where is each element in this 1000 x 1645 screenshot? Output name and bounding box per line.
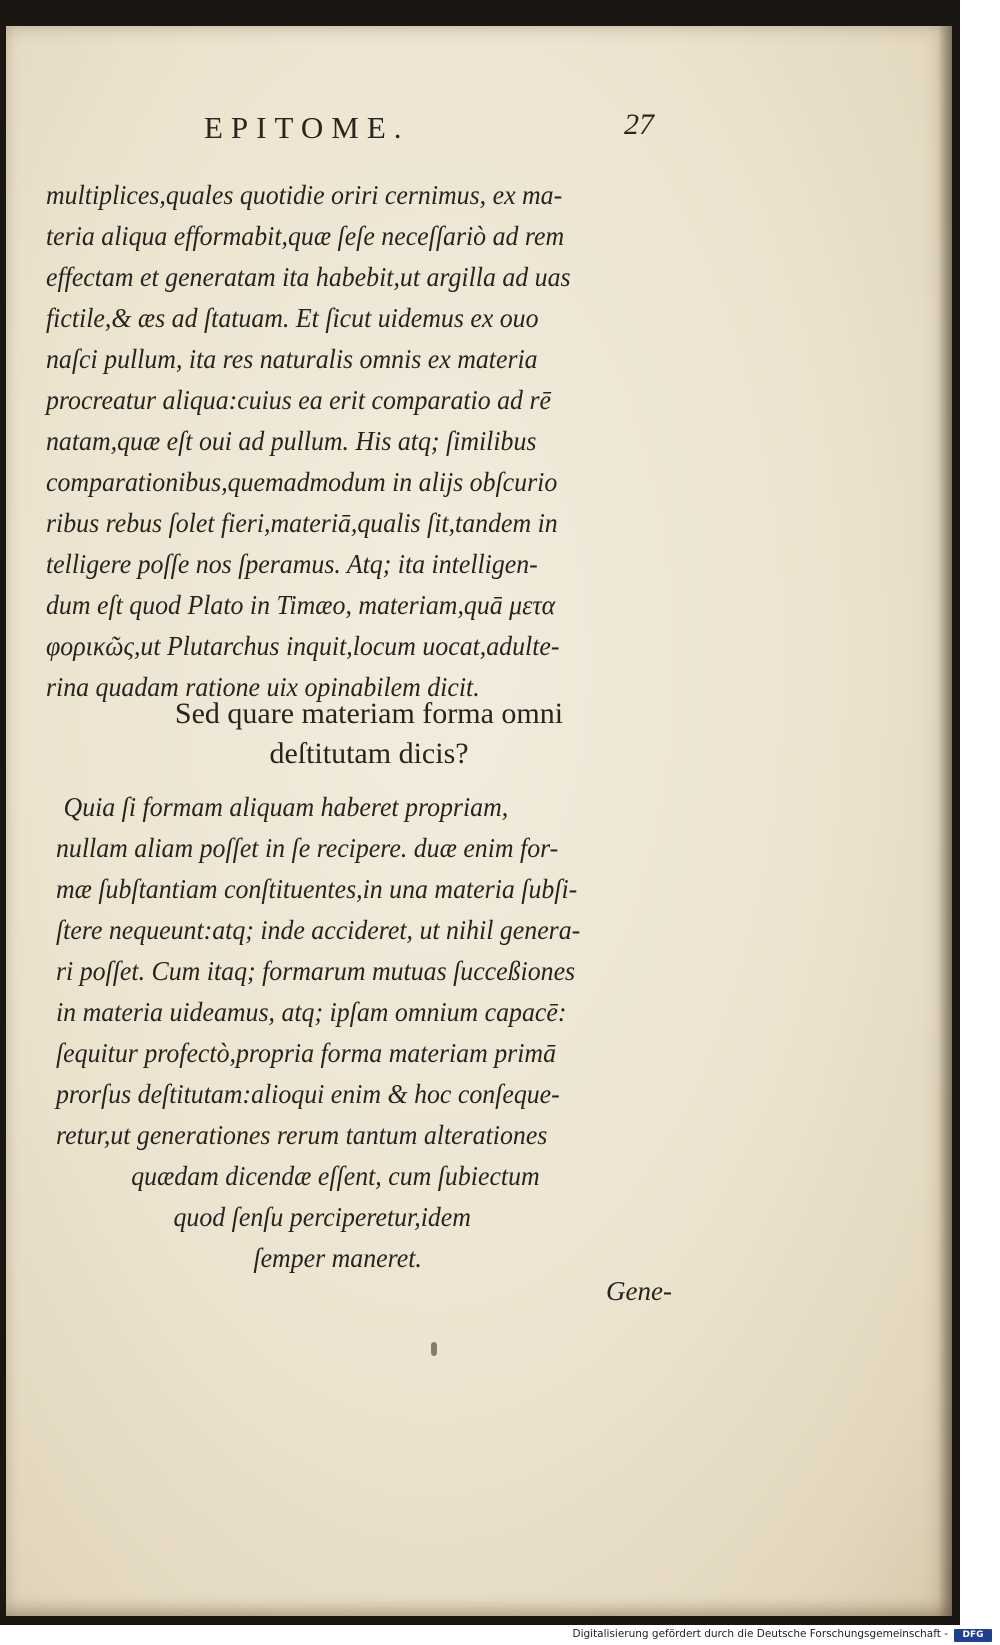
text-line: rina quadam ratione uix opinabilem dicit. — [46, 671, 480, 702]
dfg-logo-icon: DFG — [954, 1629, 992, 1642]
text-line: Quia ſi formam aliquam haberet propriam, — [63, 791, 509, 822]
text-line: dum eſt quod Plato in Timæo, materiam,quā μετα — [46, 589, 556, 620]
text-line: ſemper maneret. — [253, 1242, 422, 1273]
text-line: multiplices,quales quotidie oriri cernimus, ex ma- — [46, 179, 563, 210]
text-line: nullam aliam poſſet in ſe recipere. duæ enim for- — [56, 832, 559, 863]
text-line: prorſus deſtitutam:alioqui enim & hoc conſeque- — [56, 1078, 560, 1109]
paper-blemish — [431, 1342, 437, 1356]
page-header — [6, 110, 952, 150]
text-line: fictile,& æs ad ſtatuam. Et ſicut uidemus ex ouo — [46, 302, 539, 333]
text-line: retur,ut generationes rerum tantum alterationes — [56, 1119, 548, 1150]
text-line: natam,quæ eſt oui ad pullum. His atq; ſimilibus — [46, 425, 537, 456]
text-line: quod ſenſu perciperetur,idem — [173, 1201, 471, 1232]
catchword: Gene- — [606, 1276, 672, 1306]
running-title: EPITOME. — [204, 110, 410, 145]
text-line: naſci pullum, ita res naturalis omnis ex materia — [46, 343, 538, 374]
answer-paragraph — [56, 786, 696, 1278]
text-line: effectam et generatam ita habebit,ut argilla ad uas — [46, 261, 571, 292]
text-line: teria aliqua efformabit,quæ ſeſe neceſſariò ad rem — [46, 220, 565, 251]
page-edge-shadow — [938, 26, 952, 1616]
text-line: ſtere nequeunt:atq; inde accideret, ut nihil genera- — [56, 914, 581, 945]
text-line: comparationibus,quemadmodum in alijs obſcurio — [46, 466, 558, 497]
book-page — [6, 26, 952, 1616]
paragraph-1 — [46, 174, 686, 707]
question-heading — [6, 694, 952, 774]
text-line: procreatur aliqua:cuius ea erit comparatio ad rē — [46, 384, 551, 415]
text-line: mæ ſubſtantiam conſtituentes,in una materia ſubſi- — [56, 873, 578, 904]
page-number: 27 — [624, 108, 654, 141]
digitization-footer — [0, 1627, 1000, 1645]
question-line: deſtitutam dicis? — [269, 737, 469, 770]
text-line: φορικῶς,ut Plutarchus inquit,locum uocat,adulte- — [46, 630, 560, 661]
text-line: ri poſſet. Cum itaq; formarum mutuas ſucceßiones — [56, 955, 576, 986]
text-line: telligere poſſe nos ſperamus. Atq; ita intelligen- — [46, 548, 538, 579]
question-line: Sed quare materiam forma omni — [174, 697, 564, 730]
text-line: ribus rebus ſolet fieri,materiā,qualis ſit,tandem in — [46, 507, 558, 538]
text-line: in materia uideamus, atq; ipſam omnium capacē: — [56, 996, 567, 1027]
text-line: ſequitur profectò,propria forma materiam primā — [56, 1037, 557, 1068]
funding-credit: Digitalisierung gefördert durch die Deutsche Forschungsgemeinschaft - — [572, 1628, 948, 1640]
text-line: quædam dicendæ eſſent, cum ſubiectum — [131, 1160, 540, 1191]
